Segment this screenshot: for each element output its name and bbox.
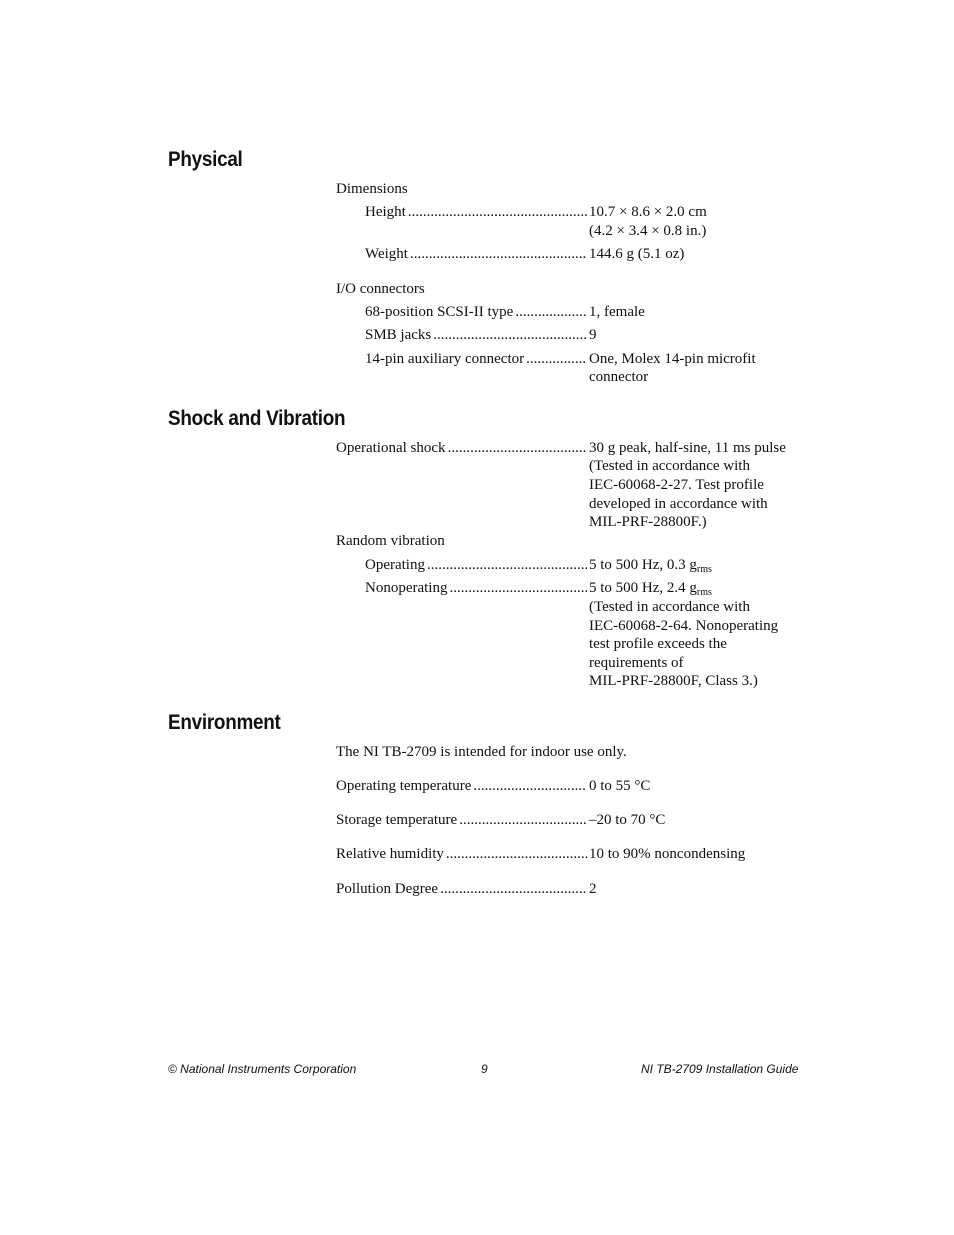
leader-dots bbox=[473, 777, 587, 796]
subscript-rms: rms bbox=[696, 564, 712, 575]
spec-value-aux: One, Molex 14-pin microfit bbox=[589, 351, 756, 367]
leader-dots bbox=[410, 245, 587, 264]
spec-value-smb: 9 bbox=[589, 327, 597, 343]
subscript-rms: rms bbox=[696, 587, 712, 598]
spec-label: Height bbox=[365, 204, 406, 220]
leader-dots bbox=[449, 579, 587, 598]
leader-dots bbox=[427, 556, 587, 575]
spec-value-nonop-5: requirements of bbox=[589, 655, 684, 671]
spec-row-scsi bbox=[365, 303, 587, 322]
spec-value-storage-temp: –20 to 70 °C bbox=[589, 812, 666, 828]
spec-value-height-in: (4.2 × 3.4 × 0.8 in.) bbox=[589, 223, 707, 239]
spec-value-op-shock-4: developed in accordance with bbox=[589, 496, 768, 512]
spec-label: Relative humidity bbox=[336, 846, 444, 862]
section-heading-physical: Physical bbox=[168, 148, 243, 171]
spec-value-nonop-2: (Tested in accordance with bbox=[589, 599, 750, 615]
value-text: 5 to 500 Hz, 0.3 g bbox=[589, 557, 697, 573]
spec-value-op-shock-5: MIL-PRF-28800F.) bbox=[589, 514, 707, 530]
spec-value-op-shock-3: IEC-60068-2-27. Test profile bbox=[589, 477, 764, 493]
spec-row-nonoperating bbox=[365, 579, 587, 598]
spec-value-pollution: 2 bbox=[589, 881, 597, 897]
spec-label: Operating bbox=[365, 557, 425, 573]
spec-label: Pollution Degree bbox=[336, 881, 439, 897]
spec-label: Operational shock bbox=[336, 440, 446, 456]
value-text: 5 to 500 Hz, 2.4 g bbox=[589, 580, 697, 596]
leader-dots bbox=[433, 326, 587, 345]
spec-row-op-temp bbox=[336, 777, 587, 796]
spec-value-height: 10.7 × 8.6 × 2.0 cm bbox=[589, 204, 707, 220]
leader-dots bbox=[446, 845, 587, 864]
leader-dots bbox=[526, 350, 587, 369]
spec-row-storage-temp bbox=[336, 811, 587, 830]
io-connectors-label: I/O connectors bbox=[336, 281, 425, 297]
leader-dots bbox=[515, 303, 587, 322]
section-heading-environment: Environment bbox=[168, 711, 281, 734]
spec-row-smb bbox=[365, 326, 587, 345]
footer-doc-title: NI TB-2709 Installation Guide bbox=[641, 1062, 799, 1076]
dimensions-label: Dimensions bbox=[336, 181, 408, 197]
spec-value-humidity: 10 to 90% noncondensing bbox=[589, 846, 746, 862]
spec-label: 68-position SCSI-II type bbox=[365, 304, 514, 320]
spec-label: SMB jacks bbox=[365, 327, 432, 343]
spec-value-operating bbox=[589, 556, 712, 575]
spec-value-aux-cont: connector bbox=[589, 369, 649, 385]
spec-value-op-shock-2: (Tested in accordance with bbox=[589, 458, 750, 474]
spec-value-nonop-4: test profile exceeds the bbox=[589, 636, 727, 652]
section-heading-shock: Shock and Vibration bbox=[168, 407, 346, 430]
spec-value-scsi: 1, female bbox=[589, 304, 645, 320]
spec-value-op-temp: 0 to 55 °C bbox=[589, 778, 651, 794]
spec-row-aux bbox=[365, 350, 587, 369]
spec-label: Weight bbox=[365, 246, 408, 262]
spec-row-weight bbox=[365, 245, 587, 264]
footer-page-number: 9 bbox=[481, 1062, 488, 1076]
spec-label: Storage temperature bbox=[336, 812, 458, 828]
leader-dots bbox=[408, 203, 587, 222]
leader-dots bbox=[440, 880, 587, 899]
spec-row-op-shock bbox=[336, 439, 587, 458]
spec-value-nonoperating bbox=[589, 579, 712, 598]
spec-value-nonop-6: MIL-PRF-28800F, Class 3.) bbox=[589, 673, 758, 689]
spec-value-nonop-3: IEC-60068-2-64. Nonoperating bbox=[589, 618, 779, 634]
spec-row-height bbox=[365, 203, 587, 222]
spec-label: 14-pin auxiliary connector bbox=[365, 351, 525, 367]
spec-label: Nonoperating bbox=[365, 580, 448, 596]
spec-row-humidity bbox=[336, 845, 587, 864]
spec-row-pollution bbox=[336, 880, 587, 899]
spec-label: Operating temperature bbox=[336, 778, 472, 794]
leader-dots bbox=[459, 811, 587, 830]
footer-copyright: © National Instruments Corporation bbox=[168, 1062, 357, 1076]
leader-dots bbox=[448, 439, 587, 458]
random-vibration-label: Random vibration bbox=[336, 533, 445, 549]
spec-value-op-shock-1: 30 g peak, half-sine, 11 ms pulse bbox=[589, 440, 786, 456]
spec-value-weight: 144.6 g (5.1 oz) bbox=[589, 246, 685, 262]
environment-intro: The NI TB-2709 is intended for indoor use only. bbox=[336, 744, 627, 760]
spec-row-operating bbox=[365, 556, 587, 575]
